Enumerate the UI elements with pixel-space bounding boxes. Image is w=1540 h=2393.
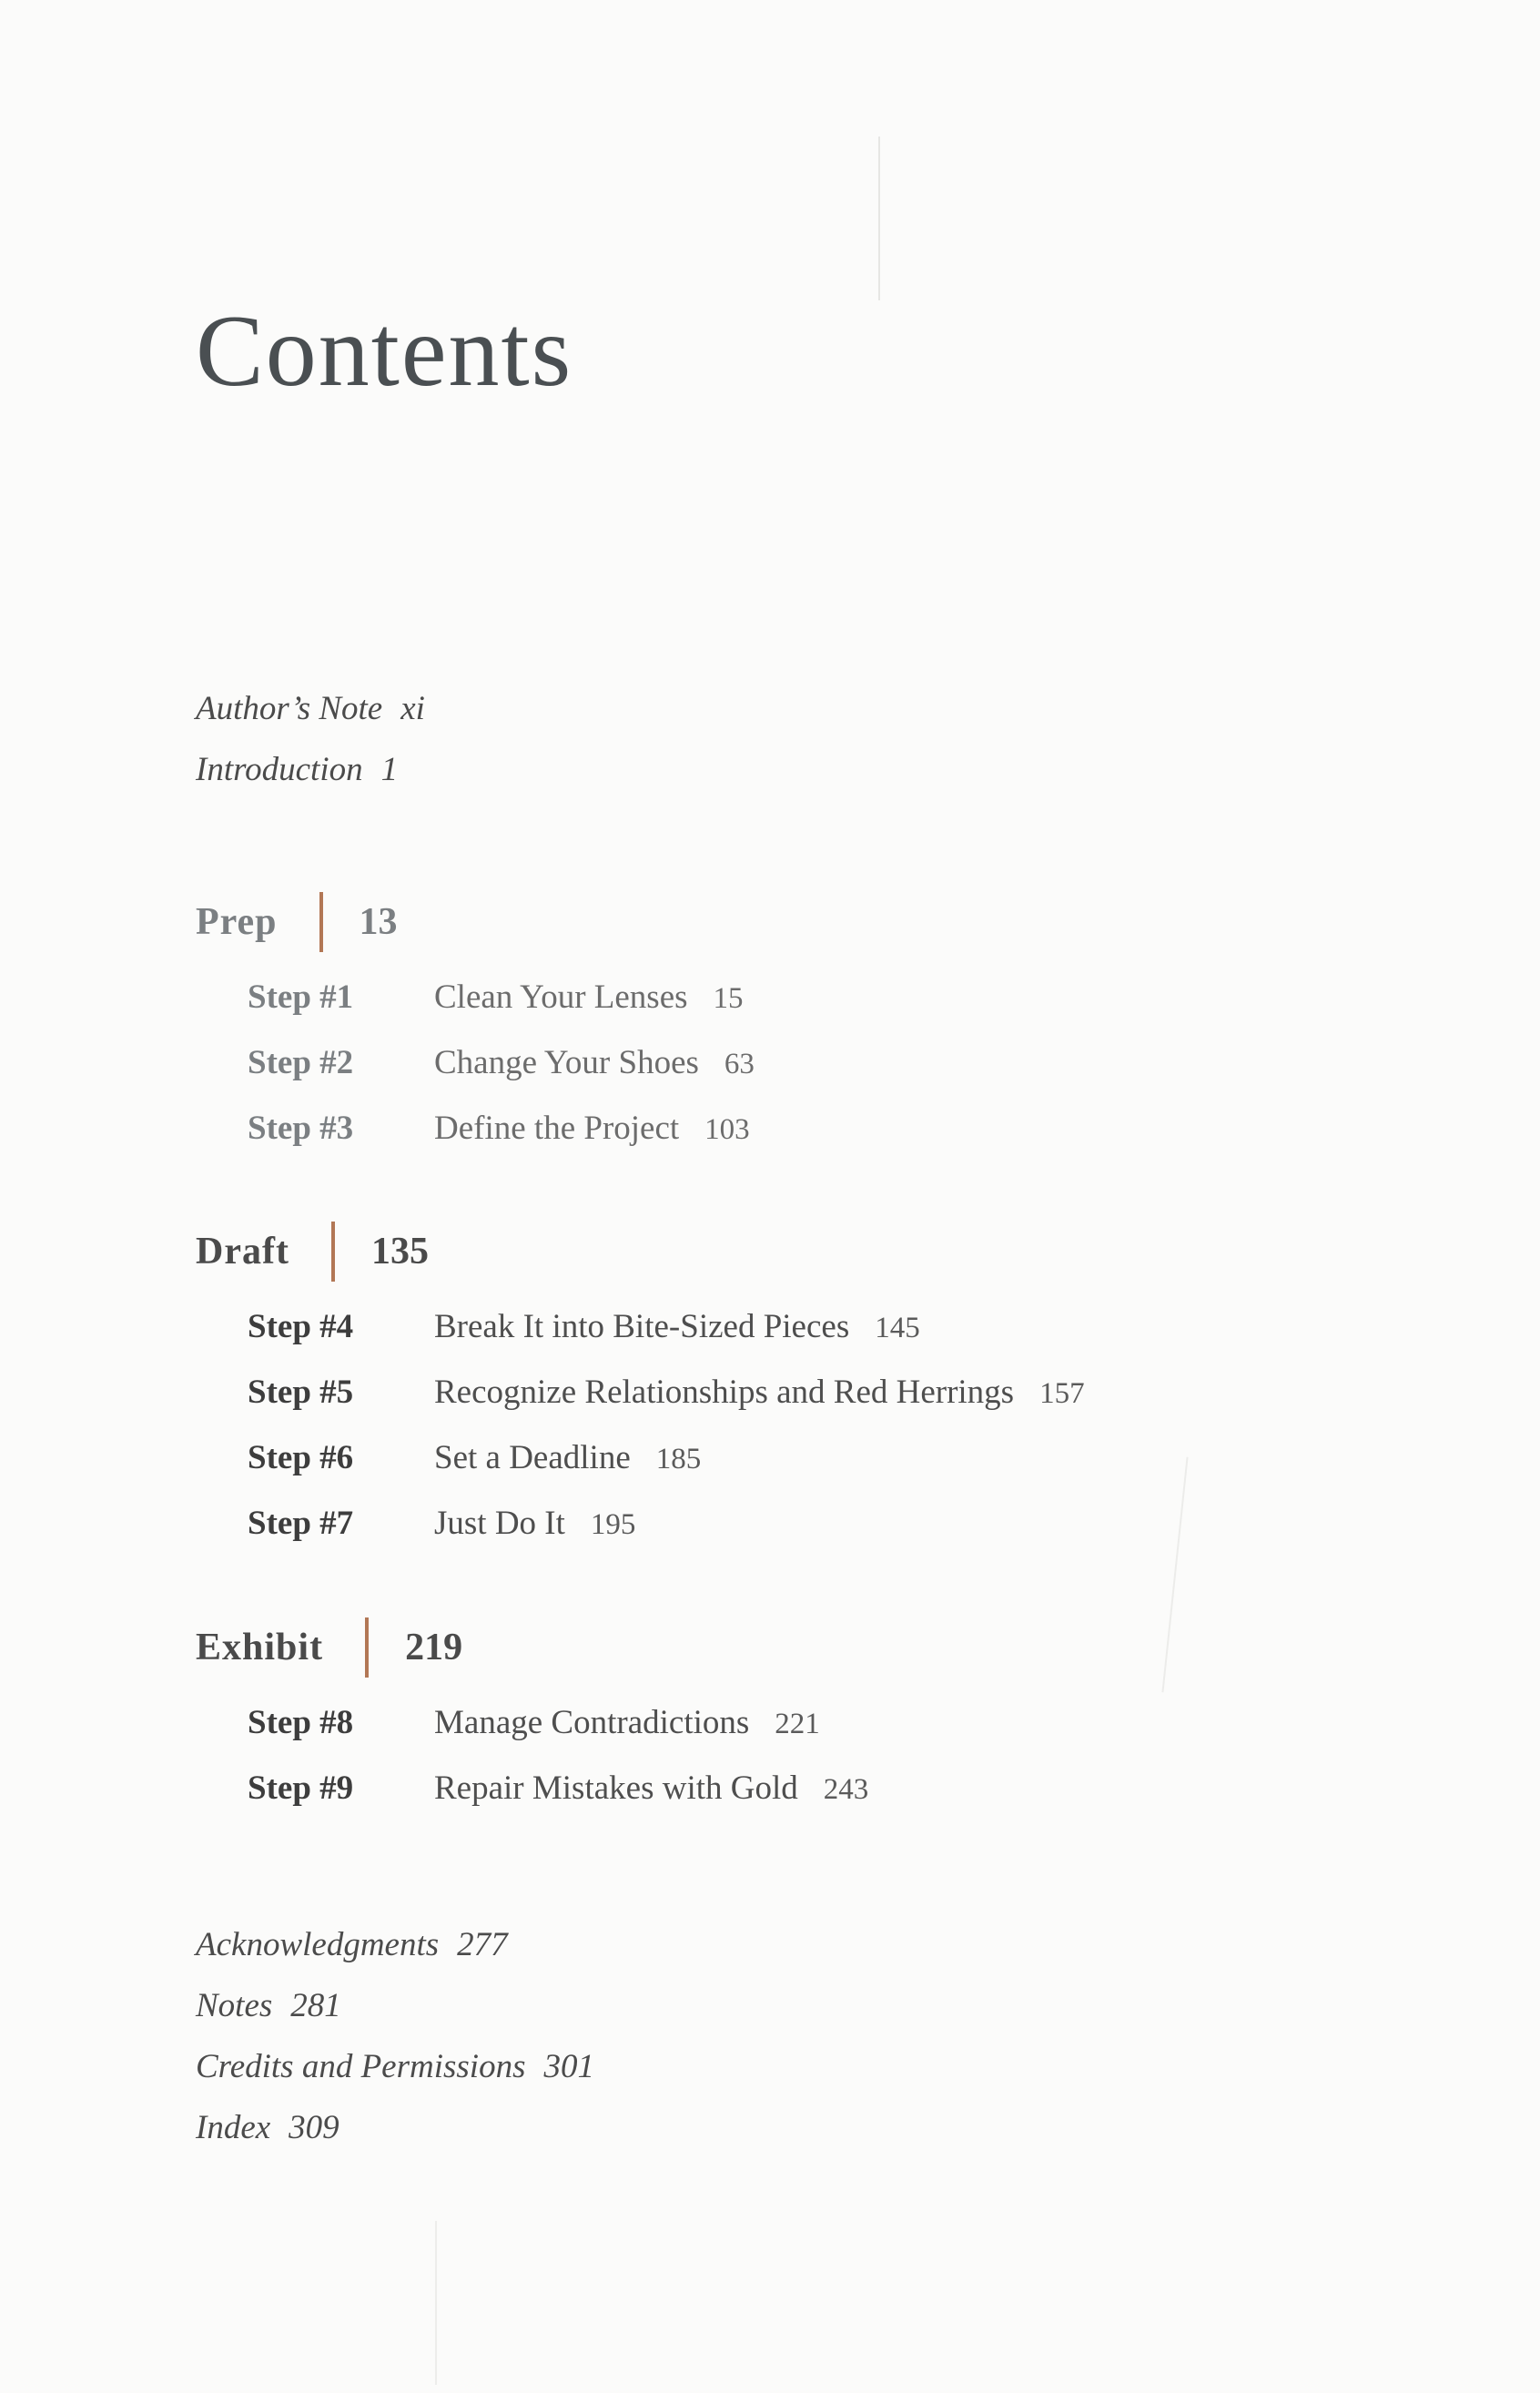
part-page: 135 xyxy=(370,1231,429,1273)
step-label: Step #8 xyxy=(248,1704,354,1741)
step-label: Step #3 xyxy=(248,1110,354,1147)
toc-entry-page: 309 xyxy=(289,2109,339,2146)
toc-entry-title: Credits and Permissions xyxy=(196,2048,526,2085)
front-matter-list xyxy=(196,678,425,800)
part-heading xyxy=(196,890,755,954)
part-name: Prep xyxy=(196,901,278,943)
toc-entry xyxy=(196,1914,594,1975)
toc-entry xyxy=(196,2097,594,2158)
step-row xyxy=(196,1756,868,1821)
toc-entry xyxy=(196,739,425,800)
step-row xyxy=(196,1360,1085,1425)
step-label: Step #7 xyxy=(248,1505,354,1542)
scan-artifact-line xyxy=(878,137,880,300)
part-draft xyxy=(196,1220,1085,1556)
step-page: 185 xyxy=(655,1443,702,1475)
toc-entry-title: Notes xyxy=(196,1987,273,2024)
scan-artifact-line xyxy=(435,2221,437,2385)
step-title: Set a Deadline xyxy=(434,1439,631,1476)
step-title: Just Do It xyxy=(434,1505,565,1542)
step-row xyxy=(196,1030,755,1096)
step-row xyxy=(196,1425,1085,1491)
step-page: 221 xyxy=(775,1708,820,1740)
toc-entry-title: Author’s Note xyxy=(196,690,383,727)
part-divider xyxy=(365,1617,369,1678)
step-row xyxy=(196,1491,1085,1556)
step-row xyxy=(196,965,755,1030)
step-label: Step #1 xyxy=(248,978,354,1016)
toc-entry-page: 281 xyxy=(290,1987,341,2024)
step-row xyxy=(196,1690,868,1756)
step-page: 63 xyxy=(724,1048,755,1080)
step-page: 15 xyxy=(713,982,744,1015)
part-name: Exhibit xyxy=(196,1627,324,1668)
step-page: 195 xyxy=(590,1508,636,1541)
part-divider xyxy=(331,1222,335,1282)
step-page: 145 xyxy=(875,1312,920,1344)
scan-artifact-line xyxy=(1161,1457,1188,1693)
step-row xyxy=(196,1096,755,1161)
part-heading xyxy=(196,1220,1085,1283)
step-row xyxy=(196,1294,1085,1360)
toc-entry-title: Index xyxy=(196,2109,271,2146)
toc-entry-page: 277 xyxy=(457,1926,508,1963)
step-title: Manage Contradictions xyxy=(434,1704,750,1741)
part-page: 219 xyxy=(405,1627,463,1668)
part-divider xyxy=(319,892,323,952)
part-name: Draft xyxy=(196,1231,289,1273)
step-label: Step #2 xyxy=(248,1044,354,1081)
step-page: 243 xyxy=(823,1773,869,1806)
toc-entry xyxy=(196,1975,594,2036)
step-list xyxy=(196,1294,1085,1556)
step-page: 103 xyxy=(704,1113,750,1146)
step-title: Change Your Shoes xyxy=(434,1044,699,1081)
toc-entry xyxy=(196,2036,594,2097)
toc-entry-title: Acknowledgments xyxy=(196,1926,440,1963)
part-prep xyxy=(196,890,755,1161)
step-title: Define the Project xyxy=(434,1110,680,1147)
step-label: Step #9 xyxy=(248,1769,354,1807)
part-heading xyxy=(196,1616,868,1679)
toc-entry-page: xi xyxy=(400,690,425,727)
step-list xyxy=(196,965,755,1161)
toc-entry-page: 1 xyxy=(380,751,399,788)
part-exhibit xyxy=(196,1616,868,1821)
step-title: Repair Mistakes with Gold xyxy=(434,1769,798,1807)
step-title: Break It into Bite-Sized Pieces xyxy=(434,1308,850,1345)
toc-entry-page: 301 xyxy=(543,2048,594,2085)
step-list xyxy=(196,1690,868,1821)
step-page: 157 xyxy=(1039,1377,1085,1410)
step-label: Step #4 xyxy=(248,1308,354,1345)
back-matter-list xyxy=(196,1914,594,2158)
page-title: Contents xyxy=(196,295,573,408)
step-label: Step #6 xyxy=(248,1439,354,1476)
step-title: Clean Your Lenses xyxy=(434,978,688,1016)
part-page: 13 xyxy=(359,901,398,943)
step-label: Step #5 xyxy=(248,1374,354,1411)
step-title: Recognize Relationships and Red Herrings xyxy=(434,1374,1015,1411)
toc-entry-title: Introduction xyxy=(196,751,363,788)
toc-entry xyxy=(196,678,425,739)
